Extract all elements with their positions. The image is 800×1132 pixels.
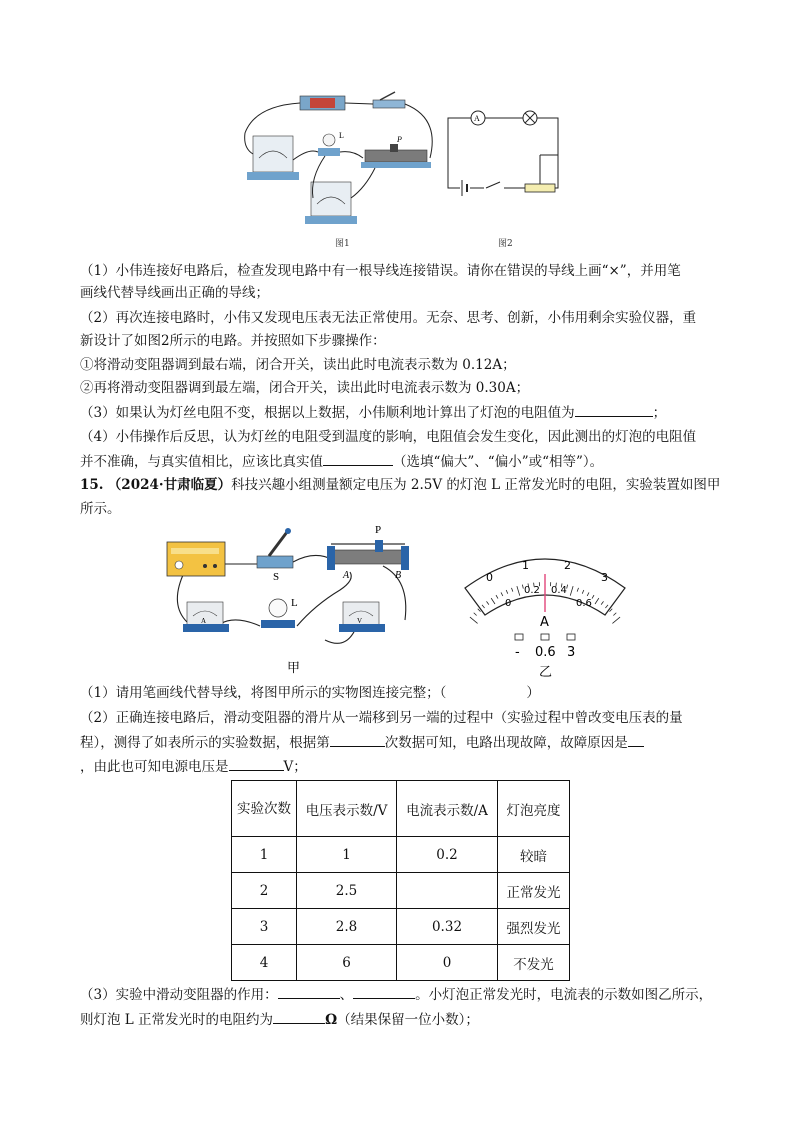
table-cell: 2.8 [297,909,397,945]
q15-part3-text-c: 。小灯泡正常发光时，电流表的示数如图乙所示， [415,987,713,1003]
q15-part3-text-e: （结果保留一位小数）； [337,1012,479,1028]
q14-part2-line2: 新设计了如图2所示的电路。并按照如下步骤操作： [80,333,386,349]
fig1-label-P: P [397,135,402,144]
q15-part3-line1 [80,984,712,1005]
dial-outer-1: 1 [522,559,529,572]
dial-inner-0.4: 0.4 [551,585,567,596]
jia-label-B-end: B [395,570,402,581]
q15-source: （2024·甘肃临夏） [107,477,232,493]
q14-answer-blank-resistance[interactable] [575,402,653,417]
q14-part1-line1: （1）小伟连接好电路后，检查发现电路中有一根导线连接错误。请你在错误的导线上画“×”，并用笔 [80,263,681,279]
dial-outer-0: 0 [486,571,493,584]
table-cell: 0 [397,945,498,981]
q15-answer-blank-fault[interactable] [628,732,644,747]
dial-tick [613,613,616,616]
dial-unit: A [540,615,549,630]
q14-part3 [80,402,666,423]
table-row [232,837,570,873]
jia-label-A-end: A [343,570,350,581]
q15-part2-line1: （2）正确连接电路后，滑动变阻器的滑片从一端移到另一端的过程中（实验过程中曾改变电压表的量 [80,710,683,726]
jia-ammeter-label: A [201,617,207,625]
fig2-ammeter-label: A [474,114,480,123]
lamp-symbol [523,111,537,125]
q15-part2-text-c: ，由此也可知电源电压是 [80,759,229,775]
table-header-cell: 电压表示数/V [297,781,397,837]
q15-answer-blank-trial[interactable] [330,732,385,747]
switch-icon [373,92,405,108]
table-cell [397,873,498,909]
figure-2-circuit [440,100,570,250]
table-cell: 1 [232,837,297,873]
jia-label-P: P [375,524,382,536]
figure-yi-ammeter-dial [455,530,635,680]
q14-part2-line1: （2）再次连接电路时，小伟又发现电压表无法正常使用。无奈、思考、创新，小伟用剩余实验仪器，重 [80,310,697,326]
q15-part3-line2 [80,1009,479,1030]
q15-stem-line1 [80,475,720,495]
table-header-cell: 电流表示数/A [397,781,498,837]
q14-part4-text: 并不准确，与真实值相比，应该比真实值 [80,454,323,470]
q14-part3-end: ； [652,405,667,421]
q15-part2-text-b: 次数据可知，电路出现故障，故障原因是 [384,735,628,751]
table-cell: 2.5 [297,873,397,909]
q15-stem-text: 科技兴趣小组测量额定电压为 2.5V 的灯泡 L 正常发光时的电阻，实验装置如图甲 [231,477,721,493]
experiment-data-table [231,780,570,981]
bulb-icon [318,134,340,156]
jia-label-L: L [291,597,298,609]
switch-symbol [484,182,504,192]
dial-outer-3: 3 [601,571,608,584]
jia-caption: 甲 [287,661,301,676]
fig2-caption: 图2 [498,239,513,249]
table-cell: 正常发光 [498,873,570,909]
figure-jia-apparatus [165,520,430,680]
q15-number: 15. [80,477,104,493]
q15-part3-sep: 、 [339,987,354,1003]
q15-part2-text-a: 程），测得了如表所示的实验数据，根据第 [80,735,330,751]
q15-answer-blank-voltage[interactable] [229,756,284,771]
q15-part2-text-d: V； [283,759,307,775]
q14-part4-end: （选填“偏大”、“偏小”或“相等”）。 [393,454,604,470]
battery-symbol [460,180,470,196]
dial-tick [612,617,620,623]
dial-terminals [515,634,575,640]
q14-answer-blank-compare[interactable] [323,451,393,466]
ohm-symbol: Ω [325,1012,338,1028]
power-supply-icon [167,542,225,576]
q15-part3-text-a: （3）实验中滑动变阻器的作用： [80,987,278,1003]
q15-part1-text: （1）请用笔画线代替导线，将图甲所示的实物图连接完整；（ [80,685,447,701]
table-cell: 3 [232,909,297,945]
q14-part4-line2 [80,451,603,472]
table-cell: 强烈发光 [498,909,570,945]
table-cell: 2 [232,873,297,909]
rheostat-symbol [525,184,555,192]
q14-part4-line1: （4）小伟操作后反思，认为灯丝的电阻受到温度的影响，电阻值会发生变化，因此测出的灯泡的电阻值 [80,429,697,445]
fig1-label-L: L [339,131,344,140]
dial-tick [470,617,478,623]
figure-1-circuit [225,88,450,250]
q14-part1-line2: 画线代替导线画出正确的导线； [80,285,269,301]
rheostat-icon [361,144,431,168]
dial-inner-0: 0 [505,598,512,609]
table-row [232,945,570,981]
dial-outer-2: 2 [564,559,571,572]
dial-tick [474,613,477,616]
table-row [232,909,570,945]
jia-label-S: S [273,571,280,583]
table-cell: 1 [297,837,397,873]
q15-part2-line2 [80,732,644,753]
q14-step2: ②再将滑动变阻器调到最左端，闭合开关，读出此时电流表示数为 0.30A； [80,380,530,396]
table-header-cell: 灯泡亮度 [498,781,570,837]
q15-stem-line2: 所示。 [80,501,121,517]
terminal-3: 3 [567,645,576,660]
jia-bulb-icon [261,599,295,628]
ammeter-icon [247,136,299,180]
table-header-row [232,781,570,837]
yi-caption: 乙 [539,665,553,680]
table-cell: 较暗 [498,837,570,873]
q15-part1 [80,683,540,703]
switch-s-icon [257,528,293,568]
table-row [232,873,570,909]
table-cell: 不发光 [498,945,570,981]
dial-inner-0.2: 0.2 [524,585,540,596]
table-cell: 6 [297,945,397,981]
dial-inner-0.6: 0.6 [576,598,592,609]
battery-icon [300,96,345,110]
jia-voltmeter-label: V [357,617,363,625]
table-header-cell: 实验次数 [232,781,297,837]
q14-step1: ①将滑动变阻器调到最右端，闭合开关，读出此时电流表示数为 0.12A； [80,357,516,373]
terminal-0.6: 0.6 [535,645,556,660]
q15-answer-blank-role1[interactable] [278,984,340,999]
jia-rheostat-icon [327,540,409,570]
q15-part1-end: ） [526,685,540,701]
q15-answer-blank-role2[interactable] [353,984,415,999]
q14-part3-text: （3）如果认为灯丝电阻不变，根据以上数据，小伟顺利地计算出了灯泡的电阻值为 [80,405,575,421]
fig1-caption: 图1 [335,239,350,249]
table-cell: 4 [232,945,297,981]
terminal-minus: - [515,645,520,660]
table-cell: 0.32 [397,909,498,945]
q15-part2-line3 [80,756,307,777]
q15-answer-blank-resistance[interactable] [273,1009,325,1024]
table-cell: 0.2 [397,837,498,873]
q15-part3-text-d: 则灯泡 L 正常发光时的电阻约为 [80,1012,274,1028]
